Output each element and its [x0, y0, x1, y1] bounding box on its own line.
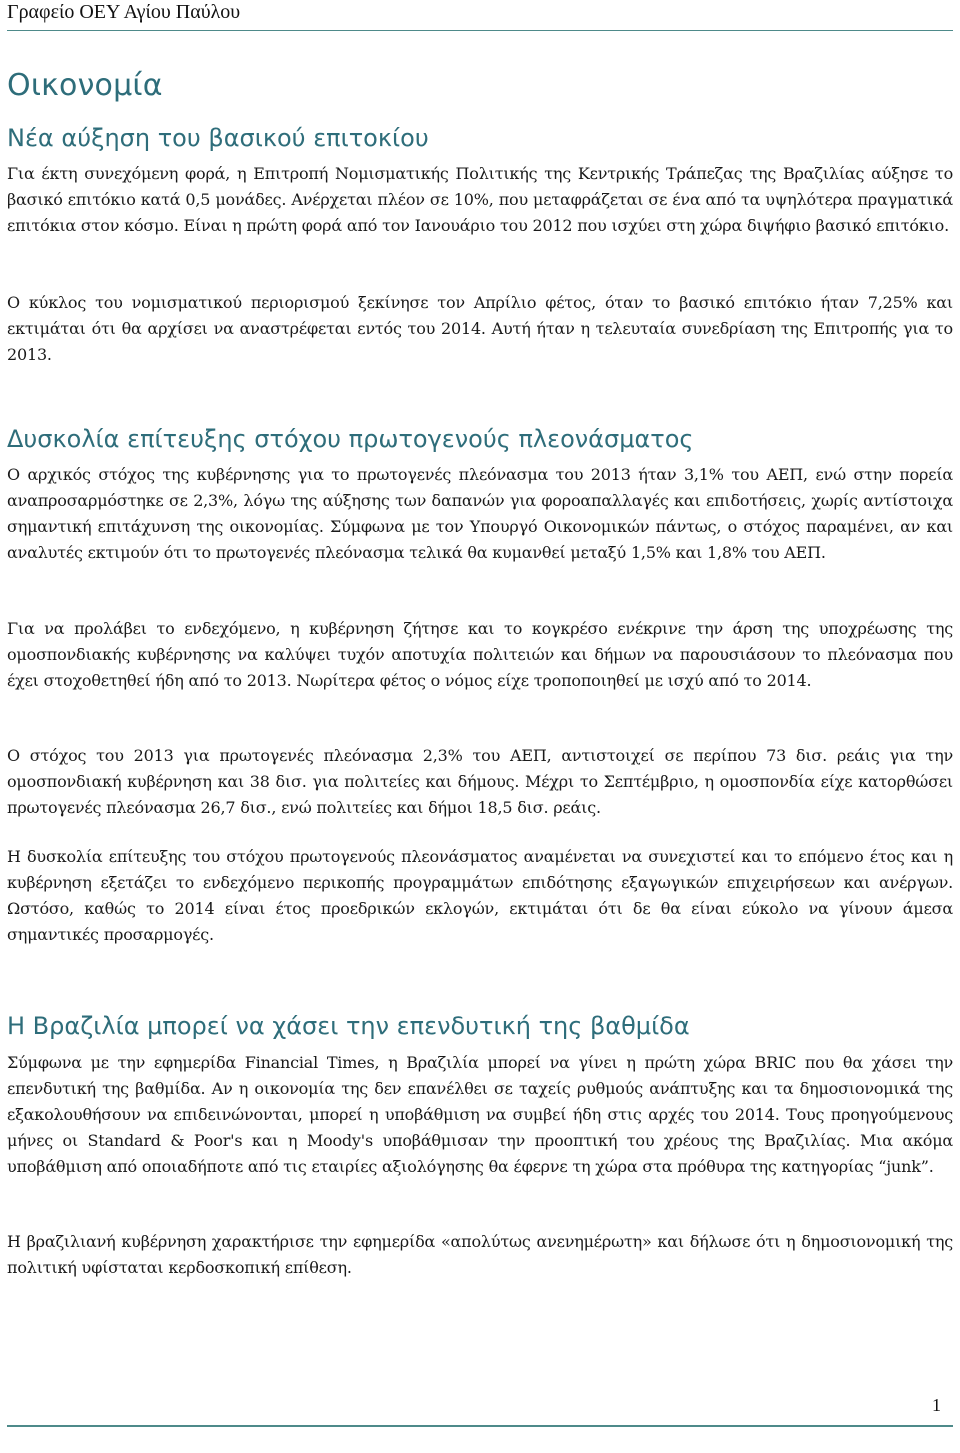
footer-rule	[7, 1425, 953, 1427]
article-paragraph: Ο στόχος του 2013 για πρωτογενές πλεόνασμα 2,3% του ΑΕΠ, αντιστοιχεί σε περίπου 73 δισ. ρεάις για την ομοσπονδιακή κυβέρνηση και 38 δισ. για πολιτείες και δήμους. Μέχρι το Σεπτέμβριο, η ομοσπονδία είχε κατορθώσει πρωτογενές πλεόνασμα 26,7 δισ., ενώ πολιτείες και δήμοι 18,5 δισ. ρεάις.	[7, 746, 953, 817]
article-paragraph: Για έκτη συνεχόμενη φορά, η Επιτροπή Νομισματικής Πολιτικής της Κεντρικής Τράπεζας της Βραζιλίας αύξησε το βασικό επιτόκιο κατά 0,5 μονάδες. Ανέρχεται πλέον σε 10%, που μεταφράζεται σε ένα από τα υψηλότερα πραγματικά επιτόκια στον κόσμο. Είναι η πρώτη φορά από τον Ιανουάριο του 2012 που ισχύει στη χώρα διψήφιο βασικό επιτόκιο.	[7, 164, 953, 235]
page-number: 1	[932, 1395, 941, 1415]
article-paragraph: Η δυσκολία επίτευξης του στόχου πρωτογενούς πλεονάσματος αναμένεται να συνεχιστεί και το επόμενο έτος και η κυβέρνηση εξετάζει το ενδεχόμενο περικοπής προγραμμάτων επιδότησης εξαγωγικών επιχειρήσεων και ανέργων. Ωστόσο, καθώς το 2014 είναι έτος προεδρικών εκλογών, εκτιμάται ότι δε θα είναι εύκολο να γίνουν άμεσα σημαντικές προσαρμογές.	[7, 847, 953, 944]
article-paragraph: Ο κύκλος του νομισματικού περιορισμού ξεκίνησε τον Απρίλιο φέτος, όταν το βασικό επιτόκιο ήταν 7,25% και εκτιμάται ότι θα αρχίσει να αναστρέφεται εντός του 2014. Αυτή ήταν η τελευταία συνεδρίαση της Επιτροπής για το 2013.	[7, 293, 953, 364]
article-heading-interest-rate: Νέα αύξηση του βασικού επιτοκίου	[7, 124, 429, 152]
article-paragraph: Ο αρχικός στόχος της κυβέρνησης για το πρωτογενές πλεόνασμα του 2013 ήταν 3,1% του ΑΕΠ, ενώ στην πορεία αναπροσαρμόστηκε σε 2,3%, λόγω της αύξησης των δαπανών για φοροαπαλλαγές και επιδοτήσεις, χωρίς αντίστοιχα σημαντική επιτάχυνση της οικονομίας. Σύμφωνα με τον Υπουργό Οικονομικών πάντως, ο στόχος παραμένει, αν και αναλυτές εκτιμούν ότι το πρωτογενές πλεόνασμα τελικά θα κυμανθεί μεταξύ 1,5% και 1,8% του ΑΕΠ.	[7, 465, 953, 562]
article-heading-primary-surplus: Δυσκολία επίτευξης στόχου πρωτογενούς πλεονάσματος	[7, 425, 694, 453]
article-paragraph: Για να προλάβει το ενδεχόμενο, η κυβέρνηση ζήτησε και το κογκρέσο ενέκρινε την άρση της υποχρέωσης της ομοσπονδιακής κυβέρνησης να καλύψει τυχόν αποτυχία πολιτειών και δήμων να παρουσιάσουν το πλεόνασμα που έχει στοχοθετηθεί ήδη από το 2013. Νωρίτερα φέτος ο νόμος είχε τροποποιηθεί με ισχύ από το 2014.	[7, 619, 953, 690]
page-header	[7, 0, 953, 31]
header-title: Γραφείο ΟΕΥ Αγίου Παύλου	[7, 1, 241, 23]
article-paragraph: Η βραζιλιανή κυβέρνηση χαρακτήρισε την εφημερίδα «απολύτως ανενημέρωτη» και δήλωσε ότι η δημοσιονομική της πολιτική υφίσταται κερδοσκοπική επίθεση.	[7, 1232, 953, 1277]
article-heading-investment-grade: Η Βραζιλία μπορεί να χάσει την επενδυτική της βαθμίδα	[7, 1012, 690, 1040]
article-paragraph: Σύμφωνα με την εφημερίδα Financial Times, η Βραζιλία μπορεί να γίνει η πρώτη χώρα BRIC που θα χάσει την επενδυτική της βαθμίδα. Αν η οικονομία της δεν επανέλθει σε ταχείς ρυθμούς ανάπτυξης και τα δημοσιονομικά της εξακολουθήσουν να επιδεινώνονται, μπορεί η υποβάθμιση να συμβεί ήδη στις αρχές του 2014. Τους προηγούμενους μήνες οι Standard & Poor's και η Moody's υποβάθμισαν την προοπτική του χρέους της Βραζιλίας. Μια ακόμα υποβάθμιση από οποιαδήποτε από τις εταιρίες αξιολόγησης θα έφερνε τη χώρα στα πρόθυρα της κατηγορίας “junk”.	[7, 1053, 953, 1176]
section-title: Οικονομία	[7, 68, 163, 103]
